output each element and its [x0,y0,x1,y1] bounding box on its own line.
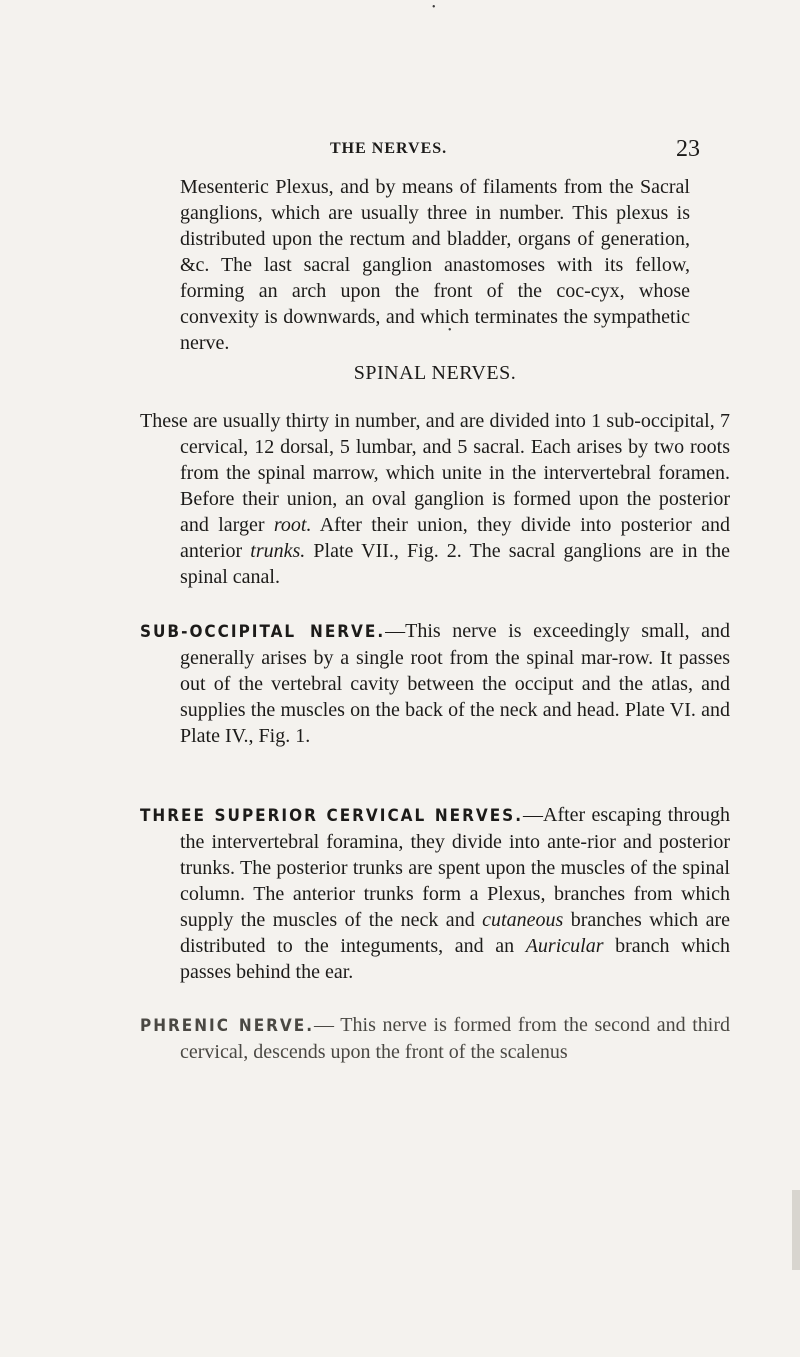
lead-sub-occipital: SUB-OCCIPITAL NERVE. [140,622,386,642]
text-segment: —This nerve is exceedingly small, and generally arises by a single root from the spinal mar-row. It passes out of the vertebral cavity between the occiput and the atlas, and supplies the muscles on the back of the neck and head. Plate VI. and Plate IV., Fig. 1. [180,620,731,747]
paragraph-cervical [140,802,730,985]
running-title: THE NERVES. [330,140,448,157]
text-segment: —After escaping through the intervertebral foramina, they divide into ante-rior and posterior trunks. The posterior trunks are spent upon the muscles of the spinal column. The anterior trunks form a Plexus, branches from which supply the muscles of the neck and [180,804,730,931]
italic-cutaneous: cutaneous [482,909,564,931]
running-head [180,136,700,170]
text-segment: Plate VII., Fig. 2. The sacral ganglions are in the spinal canal. [180,540,730,588]
text-segment: — This nerve is formed from the second and third cervical, descends upon the front of the scalenus [180,1014,730,1063]
page-edge-mark [792,1190,800,1270]
text-segment: After their union, they divide into posterior and anterior [180,514,730,562]
lead-cervical: THREE SUPERIOR CERVICAL NERVES. [140,806,524,826]
text-segment: These are usually thirty in number, and are divided into 1 sub-occipital, 7 cervical, 12 dorsal, 5 lumbar, and 5 sacral. Each arises by two roots from the spinal marrow, which unite in the intervertebral foramen. Before their union, an oval ganglion is formed upon the posterior and larger [140,410,730,536]
italic-auricular: Auricular [525,935,604,957]
lead-phrenic: PHRENIC NERVE. [140,1016,315,1036]
text-segment: branch which passes behind the ear. [180,935,730,983]
paragraph-spinal-nerves [140,408,730,590]
paragraph-sub-occipital [140,618,730,749]
speck-mark: • [432,2,436,13]
paragraph-phrenic [140,1012,730,1065]
section-heading-spinal-nerves: SPINAL NERVES. [353,362,517,384]
italic-trunks: trunks. [250,540,306,562]
speck-mark: • [448,325,452,336]
italic-root: root. [273,514,312,536]
text-segment: branches which are distributed to the integuments, and an [180,909,730,957]
page-number: 23 [676,136,700,162]
paragraph-mesenteric: Mesenteric Plexus, and by means of filaments from the Sacral ganglions, which are usually three in number. This plexus is distributed upon the rectum and bladder, organs of generation, &c. The last sacral ganglion anastomoses with its fellow, forming an arch upon the front of the coc-cyx, whose convexity is downwards, and which terminates the sympathetic nerve. [180,176,690,354]
